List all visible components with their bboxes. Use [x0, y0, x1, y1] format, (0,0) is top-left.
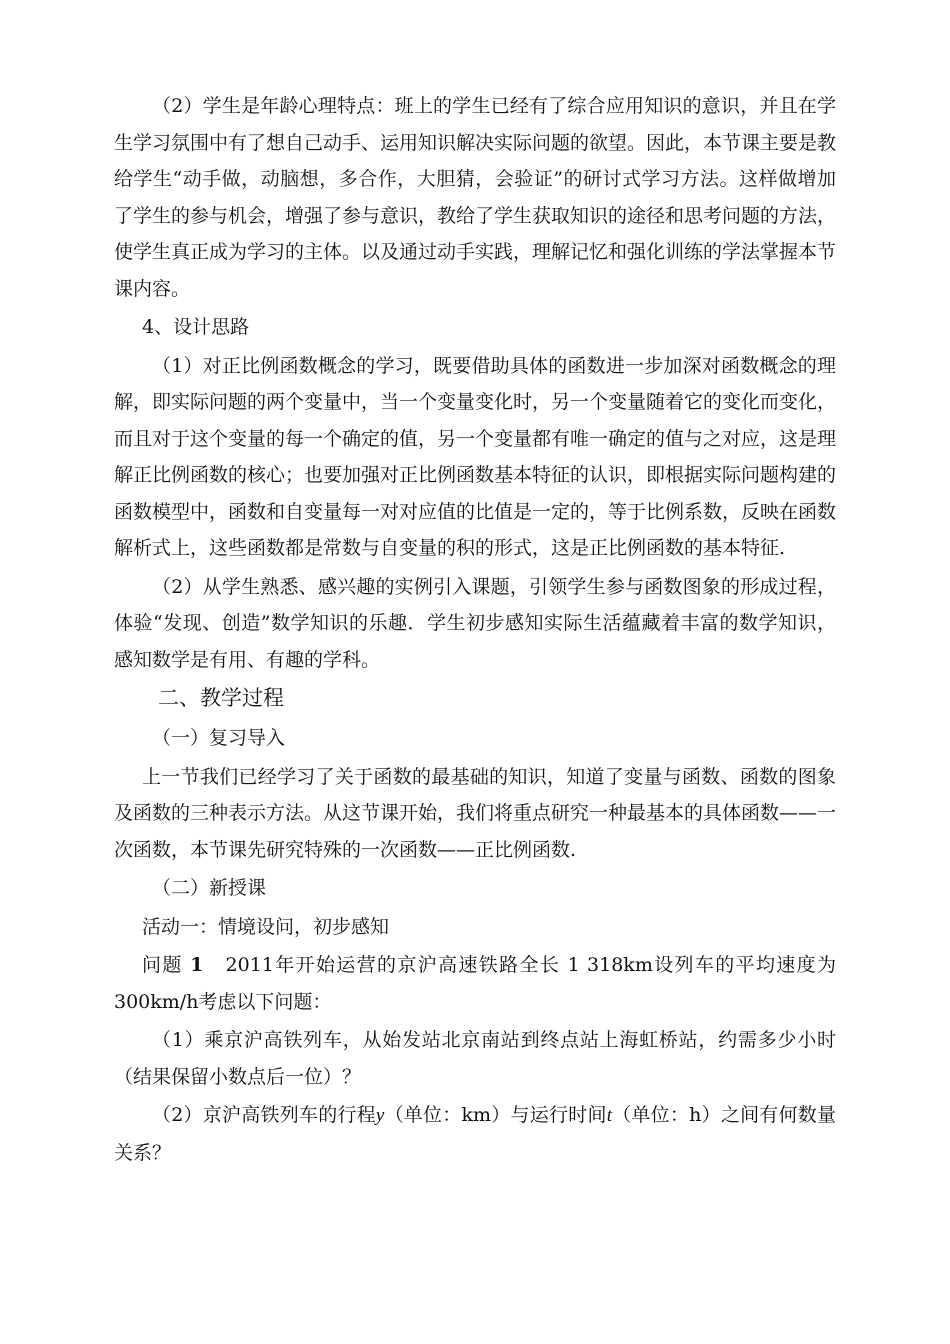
question-number: 1: [190, 954, 204, 976]
heading-new-lesson: （二）新授课: [152, 877, 267, 899]
paragraph-design-1: （1）对正比例函数概念的学习，既要借助具体的函数进一步加深对函数概念的理解，即实际问题的两个变量中，当一个变量变化时，另一个变量随着它的变化而变化，而且对于这个变量的每一个确定的值，另一个变量都有唯一确定的值与之对应，这是理解正比例函数的核心；也要加强对正比例函数基本特征的认识，即根据实际问题构建的函数模型中，函数和自变量每一对对应值的比值是一定的，等于比例系数，反映在函数解析式上，这些函数都是常数与自变量的积的形式，这是正比例函数的基本特征.: [114, 354, 837, 559]
paragraph-design-2: （2）从学生熟悉、感兴趣的实例引入课题，引领学生参与函数图象的形成过程，体验“发现、创造”数学知识的乐趣．学生初步感知实际生活蕴藏着丰富的数学知识，感知数学是有用、有趣的学科。: [114, 575, 836, 671]
variable-y: y: [375, 1105, 385, 1126]
variable-t: t: [606, 1105, 612, 1126]
sub2-part-c: （单位：h）之间有何数量关系？: [114, 1104, 837, 1164]
sub2-part-a: （2）京沪高铁列车的行程: [152, 1104, 376, 1126]
question-1-sub-2: [114, 1097, 836, 1171]
heading-teaching-process: 二、教学过程: [158, 686, 284, 710]
question-1-sub-1: （1）乘京沪高铁列车，从始发站北京南站到终点站上海虹桥站，约需多少小时（结果保留小数点后一位）？: [114, 1029, 836, 1088]
paragraph-review: 上一节我们已经学习了关于函数的最基础的知识，知道了变量与函数、函数的图象及函数的三种表示方法。从这节课开始，我们将重点研究一种最基本的具体函数——一次函数，本节课先研究特殊的一次函数——正比例函数.: [114, 765, 837, 861]
sub2-part-b: （单位：km）与运行时间: [384, 1104, 607, 1126]
heading-review-intro: （一）复习导入: [152, 727, 286, 749]
heading-design-ideas: 4、设计思路: [142, 316, 250, 338]
question-1: [114, 947, 836, 1020]
question-label: 问题: [142, 954, 183, 976]
document-page: [114, 88, 836, 1171]
paragraph-student-traits: （2）学生是年龄心理特点：班上的学生已经有了综合应用知识的意识，并且在学生学习氛围中有了想自己动手、运用知识解决实际问题的欲望。因此，本节课主要是教给学生“动手做，动脑想，多合作，大胆猜，会验证”的研讨式学习方法。这样做增加了学生的参与机会，增强了参与意识，教给了学生获取知识的途径和思考问题的方法，使学生真正成为学习的主体。以及通过动手实践，理解记忆和强化训练的学法掌握本节课内容。: [114, 95, 837, 300]
heading-activity-one: 活动一：情境设问，初步感知: [142, 915, 390, 938]
question-text: 2011年开始运营的京沪高速铁路全长 1 318km设列车的平均速度为300km/h考虑以下问题：: [114, 954, 837, 1013]
